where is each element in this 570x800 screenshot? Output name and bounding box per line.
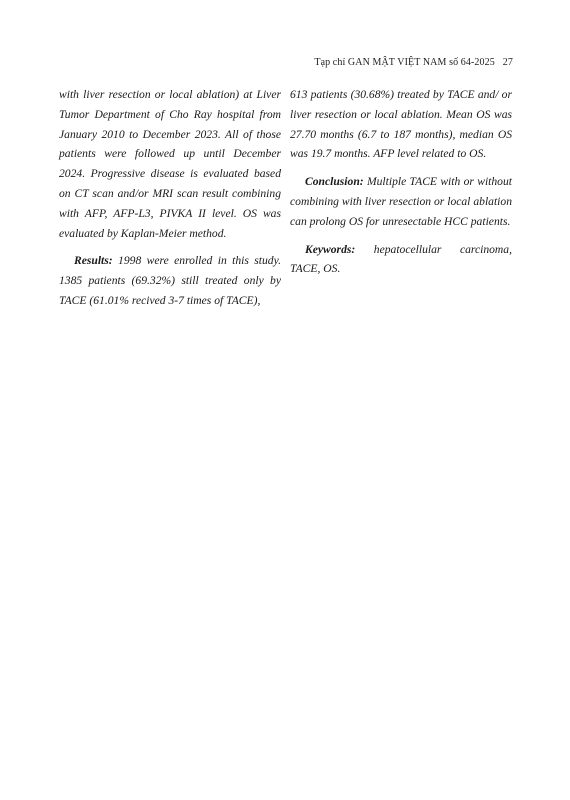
results-paragraph <box>59 251 281 310</box>
right-column <box>290 85 512 287</box>
page-number: 27 <box>502 57 513 68</box>
left-column <box>59 85 281 319</box>
conclusion-label: Conclusion: <box>305 175 364 189</box>
conclusion-text: Multiple TACE with or without combining with liver resection or local ablation can prolong OS for unresectable HCC patients. <box>290 175 512 228</box>
journal-title: Tạp chí GAN MẬT VIỆT NAM số 64-2025 <box>314 57 495 68</box>
keywords-paragraph <box>290 240 512 280</box>
keywords-text: hepatocellular carcinoma, TACE, OS. <box>290 242 512 276</box>
results-text: 1998 were enrolled in this study. 1385 patients (69.32%) still treated only by TACE (61.01% recived 3-7 times of TACE), <box>59 254 281 307</box>
results-continued-paragraph: 613 patients (30.68%) treated by TACE and/ or liver resection or local ablation. Mean OS was 27.70 months (6.7 to 187 months), median OS was 19.7 months. AFP level related to OS. <box>290 88 512 161</box>
keywords-label: Keywords: <box>305 242 356 256</box>
running-header <box>314 57 513 68</box>
conclusion-paragraph <box>290 172 512 231</box>
methods-paragraph: with liver resection or local ablation) at Liver Tumor Department of Cho Ray hospital from January 2010 to December 2023. All of those patients were followed up until December 2024. Progressive disease is evaluated based on CT scan and/or MRI scan result combining with AFP, AFP-L3, PIVKA II level. OS was evaluated by Kaplan-Meier method. <box>59 88 281 240</box>
results-label: Results: <box>74 254 113 268</box>
